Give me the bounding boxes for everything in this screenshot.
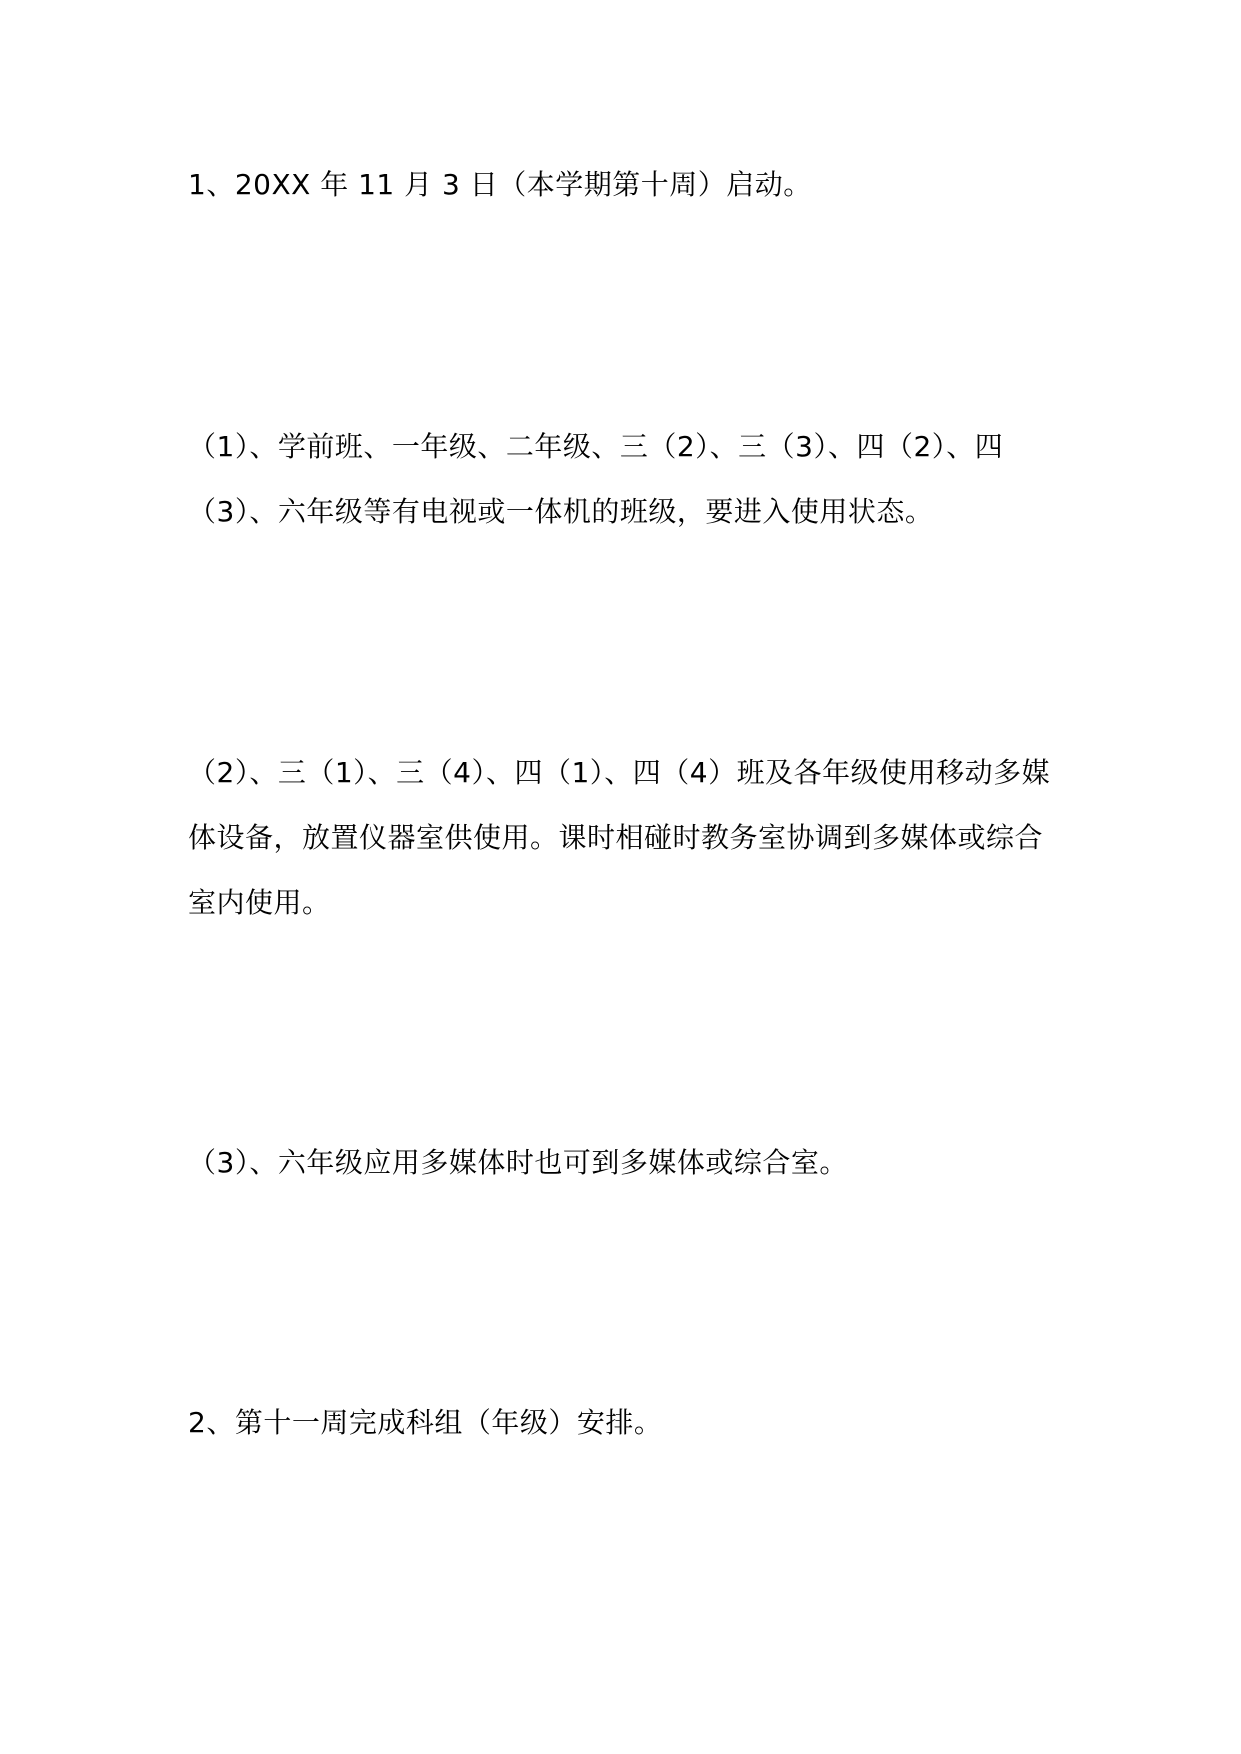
text-line: （2）、三（1）、三（4）、四（1）、四（4）班及各年级使用移动多媒 <box>188 756 1051 789</box>
paragraph-2-week-eleven <box>188 1390 1058 1455</box>
paragraph-1-3-grade-six <box>188 1130 1058 1195</box>
text-line: 1、20XX 年 11 月 3 日（本学期第十周）启动。 <box>188 168 812 201</box>
paragraph-1-1-classes-with-tv <box>188 414 1058 544</box>
paragraph-1-2-mobile-multimedia <box>188 740 1058 935</box>
paragraph-1-start-date <box>188 152 1058 217</box>
text-line: 室内使用。 <box>188 886 331 919</box>
text-line: （1）、学前班、一年级、二年级、三（2）、三（3）、四（2）、四 <box>188 430 1004 463</box>
text-line: 体设备，放置仪器室供使用。课时相碰时教务室协调到多媒体或综合 <box>188 821 1044 854</box>
text-line: （3）、六年级应用多媒体时也可到多媒体或综合室。 <box>188 1146 848 1179</box>
text-line: 2、第十一周完成科组（年级）安排。 <box>188 1406 663 1439</box>
text-line: （3）、六年级等有电视或一体机的班级，要进入使用状态。 <box>188 495 934 528</box>
